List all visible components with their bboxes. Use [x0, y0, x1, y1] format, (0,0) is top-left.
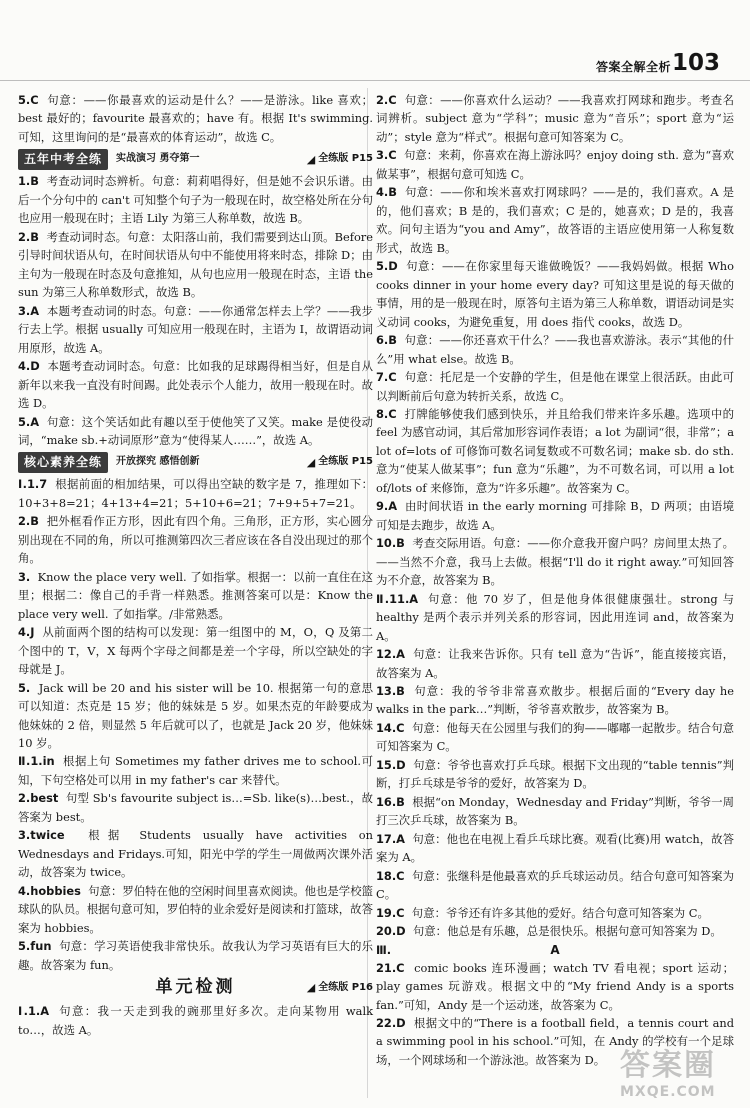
answer-number: 5. — [18, 680, 31, 695]
answer-entry — [376, 331, 734, 368]
answer-number: 15.D — [376, 757, 406, 772]
answer-explanation: 句意：托尼是一个安静的学生，但是他在课堂上很活跃。由此可以判断前后句意为转折关系，故选 C。 — [376, 370, 734, 403]
answer-number: Ⅰ.1.7 — [18, 477, 48, 492]
answer-entry — [18, 512, 373, 567]
answer-entry — [376, 645, 734, 682]
answer-entry — [376, 368, 734, 405]
answer-explanation: 由时间状语 in the early morning 可排除 B，D 两项；由语境可知是去跑步，故选 A。 — [376, 499, 735, 532]
passage-title: A — [550, 942, 560, 957]
page-reference — [307, 454, 373, 472]
pointer-arrow-icon: ◢ — [306, 455, 316, 469]
answer-number: 16.B — [376, 794, 405, 809]
answer-number: 21.C — [376, 960, 405, 975]
answer-entry — [18, 937, 373, 974]
answer-number: 4.hobbies — [18, 883, 81, 898]
answer-number: Ⅰ.1.A — [18, 1004, 50, 1019]
right-column — [376, 91, 734, 1069]
pointer-arrow-icon: ◢ — [306, 981, 316, 995]
answer-explanation: 句意：我的爷爷非常喜欢散步。根据后面的“Every day he walks in the park…”判断，爷爷喜欢散步，故答案为 B。 — [376, 684, 734, 717]
answer-entry — [18, 357, 373, 412]
unit-title: 单元检测 — [155, 977, 236, 998]
answer-entry — [376, 497, 734, 534]
answer-explanation: Know the place very well. 了如指掌。根据一：以前一直住在这里；根据二：像自己的手背一样熟悉。推测答案可以是：Know the place very well. 了如指掌。/非常熟悉。 — [18, 569, 373, 621]
answer-number: 3.twice — [18, 828, 65, 843]
answer-number: 5.D — [376, 259, 398, 274]
answer-entry — [18, 623, 373, 678]
answer-entry — [18, 172, 373, 227]
answer-number: 5.A — [18, 414, 40, 429]
answer-explanation: comic books 连环漫画；watch TV 看电视；sport 运动；play games 玩游戏。根据文中的“My friend Andy is a sports fan.”可知，Andy 是一个运动迷，故答案为 C。 — [376, 960, 734, 1012]
answer-number: 5.fun — [18, 939, 52, 954]
answer-entry — [376, 904, 734, 922]
answer-entry — [18, 826, 373, 881]
answer-number: 9.A — [376, 499, 398, 514]
answer-explanation: 句型 Sb's favourite subject is…=Sb. like(s)…best.，故答案为 best。 — [18, 791, 373, 824]
answer-explanation: 句意：——你和埃米喜欢打网球吗？——是的，我们喜欢。A 是的，他们喜欢；B 是的，我们喜欢；C 是的，她喜欢；D 是的，我喜欢。问句主语为“you and Amy”，故答语的主语应使用第一人称复数形式，故选 B。 — [376, 185, 734, 255]
answer-explanation: 根据文中的“There is a football field，a tennis court and a swimming pool in his school.”可知，在 Andy 的学校有一个足球场，一个网球场和一个游泳池。故答案为 D。 — [376, 1015, 734, 1067]
answer-explanation: 句意：这个笑话如此有趣以至于使他笑了又笑。make 是使役动词，“make sb.+动词原形”意为“使得某人……”，故选 A。 — [18, 414, 373, 447]
answer-explanation: 句意：来莉，你喜欢在海上游泳吗？enjoy doing sth. 意为“喜欢做某事”，根据句意可知选 C。 — [376, 148, 735, 181]
answer-number: 13.B — [376, 684, 405, 698]
answer-explanation: 考查交际用语。句意：——你介意我开窗户吗？房间里太热了。——当然不介意，我马上去做。根据“I'll do it right away.”可知回答为不介意，故答案为 B。 — [376, 536, 734, 588]
answer-explanation: 根据前面的相加结果，可以得出空缺的数字是 7，推理如下：10+3+8=21；4+13+4=21；5+10+6=21；7+9+5+7=21。 — [18, 477, 374, 510]
answer-entry — [376, 756, 734, 793]
answer-entry — [18, 413, 373, 450]
answer-number: 3.C — [376, 148, 397, 163]
answer-entry — [376, 91, 734, 146]
answer-number: 22.D — [376, 1015, 406, 1030]
unit-heading — [18, 976, 373, 1000]
answer-number: 3.A — [18, 303, 40, 318]
answer-number: 5.C — [18, 93, 39, 107]
watermark-url: MXQE.COM — [620, 1084, 716, 1100]
answer-entry — [376, 719, 734, 756]
answer-entry — [18, 302, 373, 357]
answer-number: 4.J — [18, 625, 35, 640]
answer-explanation: 打牌能够使我们感到快乐，并且给我们带来许多乐趣。选项中的 feel 为感官动词，其后常加形容词作表语；a lot 为副词“很，非常”；a lot of=lots of 可修饰可数名词复数或不可数名词；make sb. do sth.意为“使某人做某事”；fun 意为“乐趣”，为不可数名词，可以用 a lot of/lots of 来修饰，意为“许多乐趣”。故答案为 C。 — [376, 406, 734, 495]
answer-entry — [18, 1002, 373, 1039]
answer-explanation: 句意：他每天在公园里与我们的狗——嘟嘟一起散步。结合句意可知答案为 C。 — [376, 720, 734, 754]
section-subtitle: 开放探究 感悟创新 — [116, 456, 200, 468]
answer-explanation: 句意：张继科是他最喜欢的乒乓球运动员。结合句意可知答案为 C。 — [376, 868, 734, 902]
answer-explanation: 句意：他总是有乐趣，总是很快乐。根据句意可知答案为 D。 — [412, 924, 722, 939]
section-number: Ⅲ. — [376, 942, 392, 957]
answer-explanation: 句意：罗伯特在他的空闲时间里喜欢阅读。他也是学校篮球队的队员。根据句意可知，罗伯特的业余爱好是阅读和打篮球，故答案为 hobbies。 — [18, 883, 373, 935]
answer-explanation: 句意：爷爷也喜欢打乒乓球。根据下文出现的“table tennis”判断，打乒乓球是爷爷的爱好，故答案为 D。 — [376, 757, 734, 791]
answer-explanation: 句意：——你喜欢什么运动？——我喜欢打网球和跑步。考查名词辨析。subject 意为“学科”；music 意为“音乐”；sport 意为“运动”；style 意为“样式”。根据句意可知答案为 C。 — [376, 93, 734, 144]
section-badge: 核心素养全练 — [18, 452, 108, 473]
answer-number: 14.C — [376, 720, 405, 735]
answer-entry — [376, 183, 734, 257]
answer-entry — [376, 257, 734, 331]
answer-explanation: 根据“on Monday，Wednesday and Friday”判断，爷爷一周打三次乒乓球，故答案为 B。 — [376, 794, 734, 828]
answer-number: 2.B — [18, 514, 39, 529]
answer-entry — [376, 682, 734, 719]
answer-entry — [376, 793, 734, 830]
answer-explanation: 句意：我一天走到我的豌那里好多次。走向某物用 walk to…，故选 A。 — [18, 1004, 373, 1037]
answer-number: 18.C — [376, 868, 405, 883]
answer-number: 17.A — [376, 831, 405, 846]
answer-entry — [18, 475, 373, 512]
section-subtitle: 实战演习 勇夺第一 — [116, 153, 200, 165]
section-banner — [18, 149, 373, 169]
left-column — [18, 91, 373, 1039]
pointer-arrow-icon: ◢ — [306, 152, 316, 166]
answer-number: 12.A — [376, 647, 405, 662]
answer-explanation: 句意：——在你家里每天谁做晚饭？——我妈妈做。根据 Who cooks dinner in your home every day? 可知这里是说的每天做的事情，用的是一般现在时，原答句主语为第三人称单数，谓语动词是实义动词 cooks，为避免重复，用 does 指代 cooks，故选 D。 — [376, 259, 734, 329]
answer-explanation: 句意：他也在电视上看乒乓球比赛。观看(比赛)用 watch，故答案为 A。 — [376, 831, 734, 865]
header-title: 答案全解全析 — [596, 60, 672, 74]
answer-explanation: Jack will be 20 and his sister will be 10. 根据第一句的意思可以知道：杰克是 15 岁；他的妹妹是 5 岁。如果杰克的年龄要成为他妹妹的 2 倍，则显然 5 年后就可以了，也就是 Jack 20 岁，他妹妹 10 岁。 — [18, 680, 373, 750]
answer-explanation: 考查动词时态辨析。句意：莉莉唱得好，但是她不会识乐谱。由后一个分句中的 can't 可知整个句子为一般现在时，故空格处所在分句也应用一般现在时；主语 Lily 为第三人称单数，故选 B。 — [18, 174, 373, 226]
answer-explanation: 本题考查动词的时态。句意：——你通常怎样去上学？——我步行去上学。根据 usually 可知应用一般现在时，主语为 I，故谓语动词用原形，故选 A。 — [18, 303, 373, 355]
answer-entry — [376, 590, 734, 645]
section-badge: 五年中考全练 — [18, 149, 108, 170]
answer-number: 2.B — [18, 229, 39, 244]
watermark-logo — [620, 1040, 745, 1100]
answer-explanation: 把外框看作正方形，因此有四个角。三角形，正方形，实心圆分别出现在不同的角，所以可推测第四次三者应该在各自没出现过的那个角。 — [18, 514, 373, 566]
answer-entry — [376, 534, 734, 589]
answer-number: 20.D — [376, 924, 406, 939]
answer-number: 3. — [18, 569, 31, 584]
answer-entry — [18, 752, 373, 789]
answer-number: 2.C — [376, 93, 397, 107]
section-heading — [376, 941, 734, 959]
answer-explanation: 根据上句 Sometimes my father drives me to school.可知，下句空格处可以用 in my father's car 来替代。 — [18, 754, 373, 787]
answer-entry — [18, 91, 373, 146]
answer-explanation: 句意：学习英语使我非常快乐。故我认为学习英语有巨大的乐趣。故答案为 fun。 — [18, 939, 373, 972]
answer-number: Ⅱ.1.in — [18, 754, 55, 769]
answer-number: 6.B — [376, 333, 397, 348]
answer-number: 4.B — [376, 185, 397, 200]
page-reference — [307, 979, 373, 997]
answer-explanation: 从前面两个图的结构可以发现：第一组图中的 M，O，Q 及第二个图中的 T，V，X 每两个字母之间都是差一个字母，所以空缺处的字母就是 J。 — [18, 625, 373, 677]
answer-entry — [376, 830, 734, 867]
answer-entry — [18, 228, 373, 302]
answer-entry — [18, 882, 373, 937]
answer-number: 4.D — [18, 359, 40, 374]
watermark-text: 答案圈 — [620, 1048, 716, 1083]
answer-entry — [376, 922, 734, 940]
answer-entry — [18, 789, 373, 826]
page-header — [0, 0, 750, 86]
answer-explanation: 句意：——你最喜欢的运动是什么？——是游泳。like 喜欢；best 最好的；favourite 最喜欢的；have 有。根据 It's swimming.可知，这里询问的是“最喜欢的体育运动”，故选 C。 — [18, 93, 373, 144]
answer-number: 2.best — [18, 791, 59, 806]
answer-number: Ⅱ.11.A — [376, 591, 419, 606]
page-reference — [307, 151, 373, 169]
answer-number: 1.B — [18, 174, 39, 189]
answer-number: 8.C — [376, 406, 397, 421]
answer-explanation: 句意：爷爷还有许多其他的爱好。结合句意可知答案为 C。 — [411, 905, 709, 920]
page-number: 103 — [672, 50, 721, 76]
section-banner — [18, 452, 373, 472]
answer-entry — [376, 959, 734, 1014]
answer-entry — [376, 146, 734, 183]
page-reference-text: 全练版 P15 — [318, 153, 373, 165]
answer-explanation: 句意：他 70 岁了，但是他身体很健康强壮。strong 与 healthy 是两个表示并列关系的形容词，因此用连词 and，故答案为 A。 — [376, 591, 734, 643]
answer-entry — [376, 405, 734, 497]
answer-explanation: 根据 Students usually have activities on Wednesdays and Fridays.可知，阳光中学的学生一周做两次课外活动，故答案为 twice。 — [18, 828, 373, 880]
answer-entry — [18, 568, 373, 623]
answer-explanation: 句意：——你还喜欢干什么？——我也喜欢游泳。表示“其他的什么”用 what else。故选 B。 — [376, 333, 734, 366]
answer-explanation: 本题考查动词时态。句意：比如我的足球踢得相当好，但是自从新年以来我一直没有时间踢。此处表示个人能力，故用一般现在时。故选 D。 — [18, 359, 373, 411]
answer-number: 19.C — [376, 905, 405, 920]
answer-explanation: 句意：让我来告诉你。只有 tell 意为“告诉”，能直接接宾语，故答案为 A。 — [376, 647, 734, 680]
page-reference-text: 全练版 P15 — [318, 456, 373, 468]
page-reference-text: 全练版 P16 — [318, 982, 373, 993]
answer-number: 10.B — [376, 536, 405, 551]
header-rule — [0, 80, 750, 81]
answer-number: 7.C — [376, 370, 397, 385]
answer-explanation: 考查动词时态。句意：太阳落山前，我们需要到达山顶。Before 引导时间状语从句，在时间状语从句中不能使用将来时态，排除 D；由主句为一般现在时态及句意推知，从句也应用一般现在时态，主语 the sun 为第三人称单数形式，故选 B。 — [18, 229, 373, 300]
answer-entry — [376, 867, 734, 904]
answer-entry — [18, 679, 373, 753]
